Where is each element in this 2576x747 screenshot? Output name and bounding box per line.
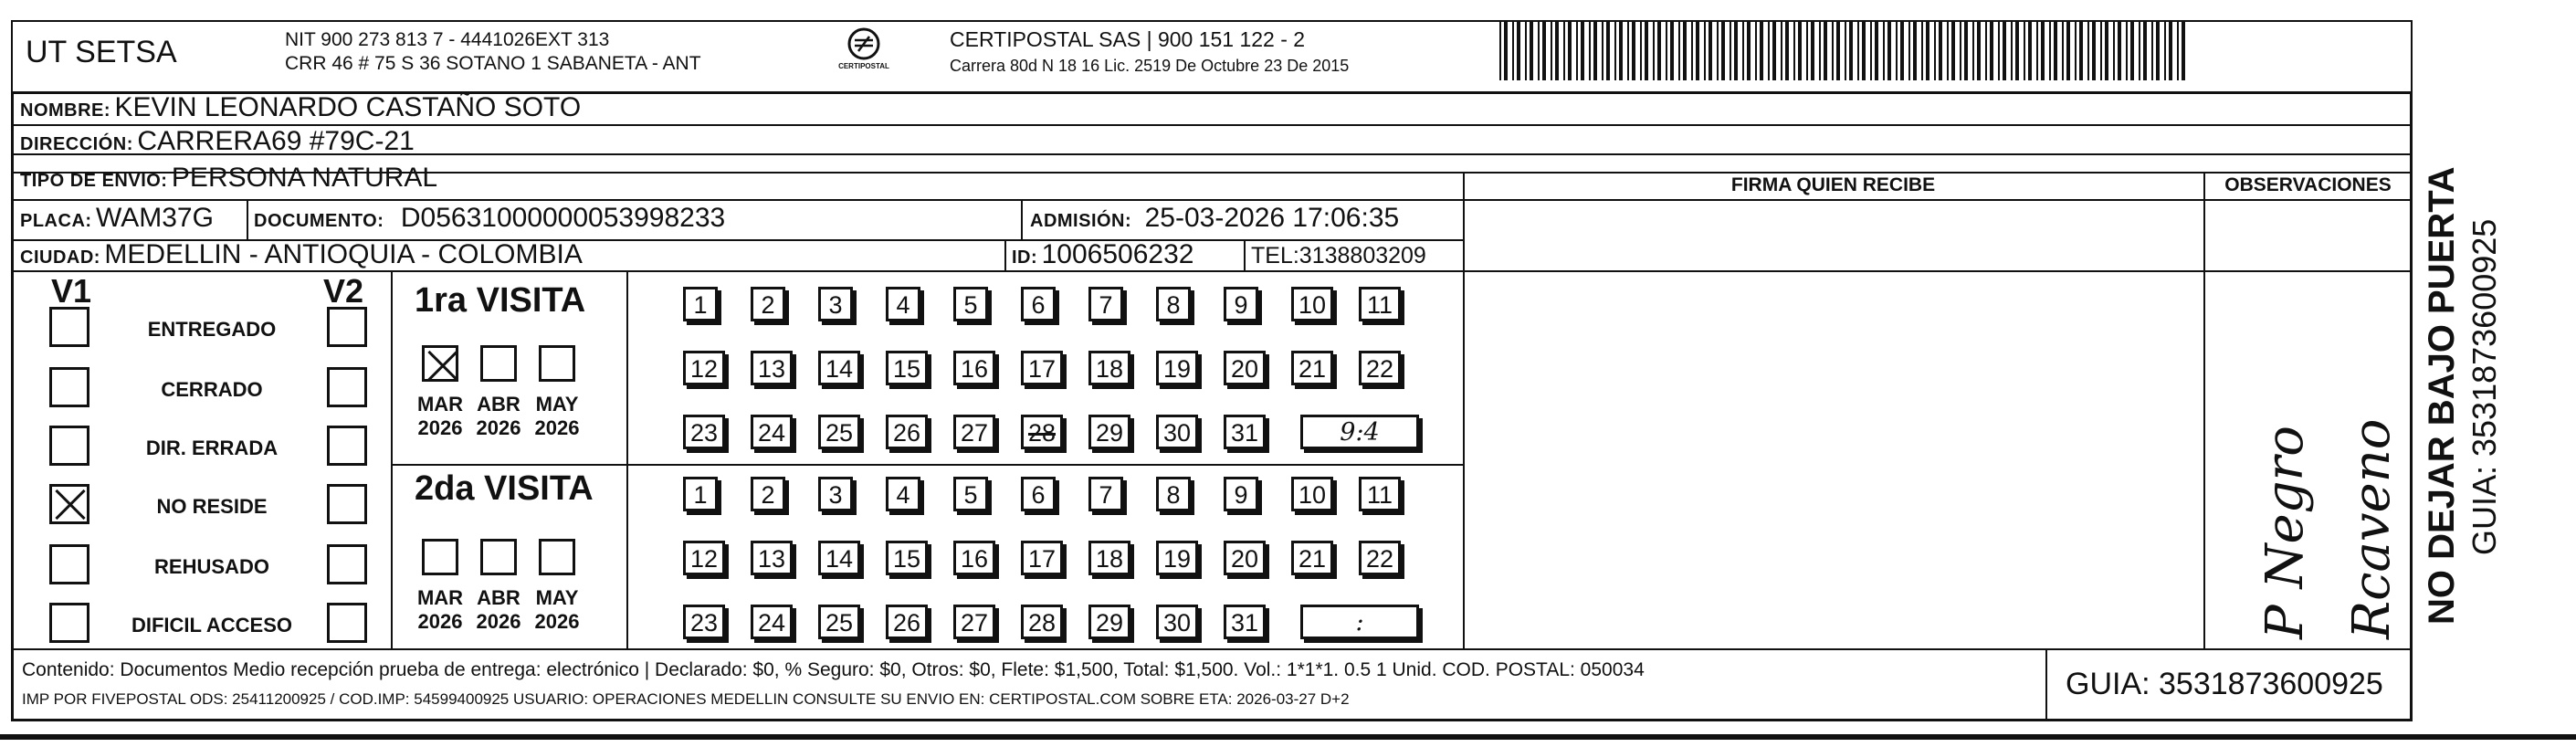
direccion-row [20,126,415,157]
day-box-22[interactable]: 22 [1359,351,1401,385]
month-year: 2026 [534,610,580,633]
handwritten-note-line2: Rcaveno [2342,418,2402,639]
v1-checkbox[interactable] [49,426,89,466]
day-box-30[interactable]: 30 [1156,415,1198,449]
day-box-8[interactable]: 8 [1156,287,1191,321]
day-box-26[interactable]: 26 [886,605,928,639]
day-box-20[interactable]: 20 [1224,351,1266,385]
month-name: MAY [535,586,579,609]
v2-checkbox[interactable] [327,367,367,407]
day-box-13[interactable]: 13 [751,351,793,385]
day-box-28[interactable]: 28 [1021,605,1063,639]
v1-checkbox[interactable] [49,484,89,524]
day-box-17[interactable]: 17 [1021,351,1063,385]
day-box-4[interactable]: 4 [886,477,920,511]
day-box-7[interactable]: 7 [1088,287,1123,321]
day-box-3[interactable]: 3 [818,477,853,511]
tel-row [1251,243,1426,269]
nombre-value: KEVIN LEONARDO CASTAÑO SOTO [114,92,582,122]
day-box-30[interactable]: 30 [1156,605,1198,639]
month-year: 2026 [417,416,463,439]
day-box-14[interactable]: 14 [818,351,860,385]
placa-value: WAM37G [96,203,214,233]
day-box-21[interactable]: 21 [1291,351,1333,385]
tipo-value: PERSONA NATURAL [171,163,438,193]
month-checkbox[interactable] [539,539,575,575]
status-label: DIR. ERRADA [145,437,279,459]
month-name: ABR [477,586,520,609]
day-box-17[interactable]: 17 [1021,541,1063,575]
month-name: MAY [535,393,579,416]
day-box-14[interactable]: 14 [818,541,860,575]
footer-line1: Contenido: Documentos Medio recepción prueba de entrega: electrónico | Declarado: $0, % Seguro: $0, Otros: $0, Flete: $1,500, Total: $1,500. Vol.: 1*1*1. 0.5 1 Unid. COD. POSTAL: 050034 [22,659,1645,680]
documento-row [254,203,725,234]
day-box-8[interactable]: 8 [1156,477,1191,511]
company-nit: NIT 900 273 813 7 - 4441026EXT 313 [285,29,610,50]
day-box-12[interactable]: 12 [683,351,725,385]
logo-text: CERTIPOSTAL [838,62,889,70]
handwritten-note-line1: P Negro [2255,426,2315,639]
status-label: REHUSADO [154,555,269,578]
month-checkbox[interactable] [480,539,517,575]
nombre-label: NOMBRE: [20,100,111,121]
day-box-18[interactable]: 18 [1088,541,1130,575]
month-year: 2026 [534,416,580,439]
company-name: UT SETSA [26,35,177,69]
day-box-20[interactable]: 20 [1224,541,1266,575]
month-year: 2026 [476,416,521,439]
ciudad-label: CIUDAD: [20,247,100,268]
id-label: ID: [1012,247,1038,268]
day-box-9[interactable]: 9 [1224,287,1258,321]
month-checkbox[interactable] [539,345,575,382]
v1-checkbox[interactable] [49,544,89,584]
direccion-label: DIRECCIÓN: [20,134,133,154]
v2-checkbox[interactable] [327,484,367,524]
v2-checkbox[interactable] [327,426,367,466]
v1-checkbox[interactable] [49,367,89,407]
ciudad-value: MEDELLIN - ANTIOQUIA - COLOMBIA [104,239,583,269]
no-dejar-warning: NO DEJAR BAJO PUERTA [2422,166,2462,625]
month-checkbox[interactable] [422,539,458,575]
day-box-1[interactable]: 1 [683,477,718,511]
v1-checkbox[interactable] [49,603,89,643]
visit2-title: 2da VISITA [415,469,594,508]
ciudad-row [20,239,583,270]
status-label: NO RESIDE [156,495,268,518]
day-box-15[interactable]: 15 [886,541,928,575]
v1-checkbox[interactable] [49,307,89,347]
day-box-23[interactable]: 23 [683,605,725,639]
month-name: ABR [477,393,520,416]
certipostal-line2: Carrera 80d N 18 16 Lic. 2519 De Octubre 23 De 2015 [950,57,1350,75]
day-box-7[interactable]: 7 [1088,477,1123,511]
day-box-27[interactable]: 27 [953,605,995,639]
time-box[interactable]: : [1300,605,1419,639]
status-label: ENTREGADO [147,318,277,341]
v2-checkbox[interactable] [327,603,367,643]
month-year: 2026 [476,610,521,633]
id-row [1012,239,1193,270]
day-box-6[interactable]: 6 [1021,477,1056,511]
month-year: 2026 [417,610,463,633]
day-box-11[interactable]: 11 [1359,477,1401,511]
documento-label: DOCUMENTO: [254,211,384,231]
day-box-6[interactable]: 6 [1021,287,1056,321]
day-box-5[interactable]: 5 [953,287,988,321]
placa-row [20,203,214,234]
day-box-27[interactable]: 27 [953,415,995,449]
day-box-10[interactable]: 10 [1291,287,1333,321]
admision-label: ADMISIÓN: [1030,211,1132,231]
day-box-16[interactable]: 16 [953,541,995,575]
day-box-31[interactable]: 31 [1224,605,1266,639]
admision-value: 25-03-2026 17:06:35 [1144,203,1400,233]
v1-label: V1 [51,272,92,310]
day-box-16[interactable]: 16 [953,351,995,385]
day-box-13[interactable]: 13 [751,541,793,575]
status-label: DIFICIL ACCESO [131,614,292,637]
tel-label: TEL: [1251,243,1299,268]
day-box-4[interactable]: 4 [886,287,920,321]
tipo-row [20,163,437,194]
day-box-2[interactable]: 2 [751,287,785,321]
day-box-26[interactable]: 26 [886,415,928,449]
v2-checkbox[interactable] [327,544,367,584]
month-name: MAR [416,393,464,416]
id-value: 1006506232 [1041,239,1194,269]
day-box-25[interactable]: 25 [818,415,860,449]
month-name: MAR [416,586,464,609]
day-box-29[interactable]: 29 [1088,415,1130,449]
status-label: CERRADO [161,378,263,401]
month-checkbox[interactable] [422,345,458,382]
day-box-19[interactable]: 19 [1156,541,1198,575]
firma-header: FIRMA QUIEN RECIBE [1730,174,1936,195]
tipo-label: TIPO DE ENVIO: [20,171,168,191]
day-box-12[interactable]: 12 [683,541,725,575]
v2-checkbox[interactable] [327,307,367,347]
bottom-edge [0,734,2576,740]
footer-line2: IMP POR FIVEPOSTAL ODS: 25411200925 / COD.IMP: 54599400925 USUARIO: OPERACIONES MEDELLIN CONSULTE SU ENVIO EN: CERTIPOSTAL.COM SOBRE ETA: 2026-03-27 D+2 [22,690,1350,708]
observaciones-header: OBSERVACIONES [2224,174,2392,195]
company-address: CRR 46 # 75 S 36 SOTANO 1 SABANETA - ANT [285,53,701,74]
placa-label: PLACA: [20,211,92,231]
certipostal-logo-icon [836,26,891,77]
day-box-15[interactable]: 15 [886,351,928,385]
day-box-10[interactable]: 10 [1291,477,1333,511]
certipostal-line1: CERTIPOSTAL SAS | 900 151 122 - 2 [950,27,1306,51]
day-box-1[interactable]: 1 [683,287,718,321]
tel-value: 3138803209 [1299,243,1426,268]
day-box-25[interactable]: 25 [818,605,860,639]
day-box-24[interactable]: 24 [751,605,793,639]
footer-guia: GUIA: 3531873600925 [2066,667,2383,701]
v2-label: V2 [323,272,364,310]
documento-value: D05631000000053998233 [400,203,726,233]
day-box-29[interactable]: 29 [1088,605,1130,639]
day-box-2[interactable]: 2 [751,477,785,511]
day-box-3[interactable]: 3 [818,287,853,321]
day-box-5[interactable]: 5 [953,477,988,511]
day-box-9[interactable]: 9 [1224,477,1258,511]
day-box-19[interactable]: 19 [1156,351,1198,385]
day-box-21[interactable]: 21 [1291,541,1333,575]
day-box-23[interactable]: 23 [683,415,725,449]
side-guia: GUIA: 3531873600925 [2466,218,2503,555]
admision-row [1030,203,1399,234]
day-box-22[interactable]: 22 [1359,541,1401,575]
nombre-row [20,92,581,123]
direccion-value: CARRERA69 #79C-21 [137,126,415,156]
day-box-11[interactable]: 11 [1359,287,1401,321]
day-box-24[interactable]: 24 [751,415,793,449]
day-box-28[interactable]: 28 [1021,415,1063,449]
day-box-18[interactable]: 18 [1088,351,1130,385]
month-checkbox[interactable] [480,345,517,382]
day-box-31[interactable]: 31 [1224,415,1266,449]
barcode [1499,20,2186,80]
time-box[interactable]: 9:4 [1300,415,1419,449]
visit1-title: 1ra VISITA [415,281,586,320]
